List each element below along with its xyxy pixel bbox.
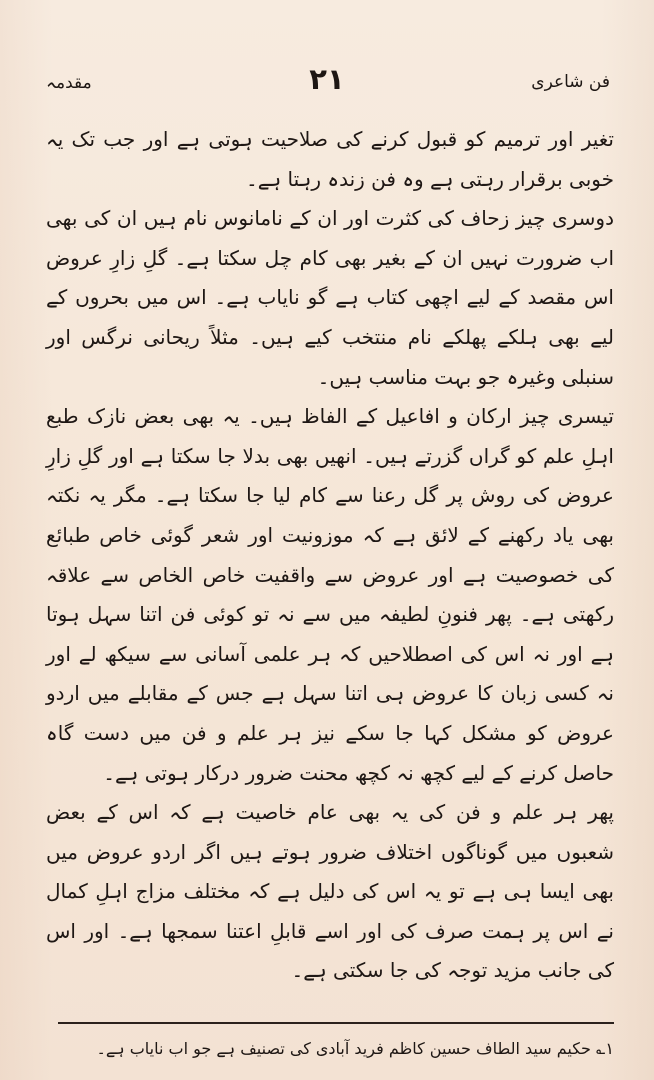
running-title: فن شاعری — [531, 72, 610, 92]
paragraph: دوسری چیز زحاف کی کثرت اور ان کے نامانوس نام ہیں ان کی بھی اب ضرورت نہیں ان کے بغیر بھی کام چل سکتا ہے۔ گلِ زارِ عروض اس مقصد کے لیے اچھی کتاب ہے گو نایاب ہے۔ اس میں بحروں کے لیے بھی ہلکے پھلکے نام منتخب کیے ہیں۔ مثلاً ریحانی نرگس اور سنبلی وغیرہ جو بہت مناسب ہیں۔ — [46, 206, 614, 389]
footnote-divider — [58, 1022, 614, 1024]
section-title: مقدمہ — [46, 73, 92, 93]
body-text — [46, 120, 614, 991]
footnote: ۱؎ حکیم سید الطاف حسین کاظم فرید آبادی کی تصنیف ہے جو اب نایاب ہے۔ — [96, 1039, 614, 1058]
page-header — [40, 62, 614, 102]
page-number: ۲۱ — [309, 62, 345, 96]
paragraph: تیسری چیز ارکان و افاعیل کے الفاظ ہیں۔ یہ بھی بعض نازک طبع اہلِ علم کو گراں گزرتے ہیں۔ انھیں بھی بدلا جا سکتا ہے اور گلِ زارِ عروض کی روش پر گل رعنا سے کام لیا جا سکتا ہے۔ مگر یہ نکتہ بھی یاد رکھنے کے لائق ہے کہ موزونیت اور شعر گوئی خاص طبائع کی خصوصیت ہے اور عروض سے واقفیت خاص الخاص سے علاقہ رکھتی ہے۔ پھر فنونِ لطیفہ میں سے نہ تو کوئی فن اتنا سہل ہوتا ہے اور نہ اس کی اصطلاحیں کہ ہر علمی آسانی سے سیکھ لے اور نہ کسی زبان کا عروض ہی اتنا سہل ہے جس کے مقابلے میں اردو عروض کو مشکل کہا جا سکے نیز ہر علم و فن میں دست گاہ حاصل کرنے کے لیے کچھ نہ کچھ محنت ضرور درکار ہوتی ہے۔ — [46, 404, 614, 785]
paragraph: تغیر اور ترمیم کو قبول کرنے کی صلاحیت ہوتی ہے اور جب تک یہ خوبی برقرار رہتی ہے وہ فن زندہ رہتا ہے۔ — [46, 127, 614, 191]
paragraph: پھر ہر علم و فن کی یہ بھی عام خاصیت ہے کہ اس کے بعض شعبوں میں گوناگوں اختلاف ضرور ہوتے ہیں اگر اردو عروض میں بھی ایسا ہی ہے تو یہ اس کی دلیل ہے کہ مختلف مزاج اہلِ کمال نے اس پر ہمت صرف کی اور اسے قابلِ اعتنا سمجھا ہے۔ اور اس کی جانب مزید توجہ کی جا سکتی ہے۔ — [46, 800, 614, 983]
